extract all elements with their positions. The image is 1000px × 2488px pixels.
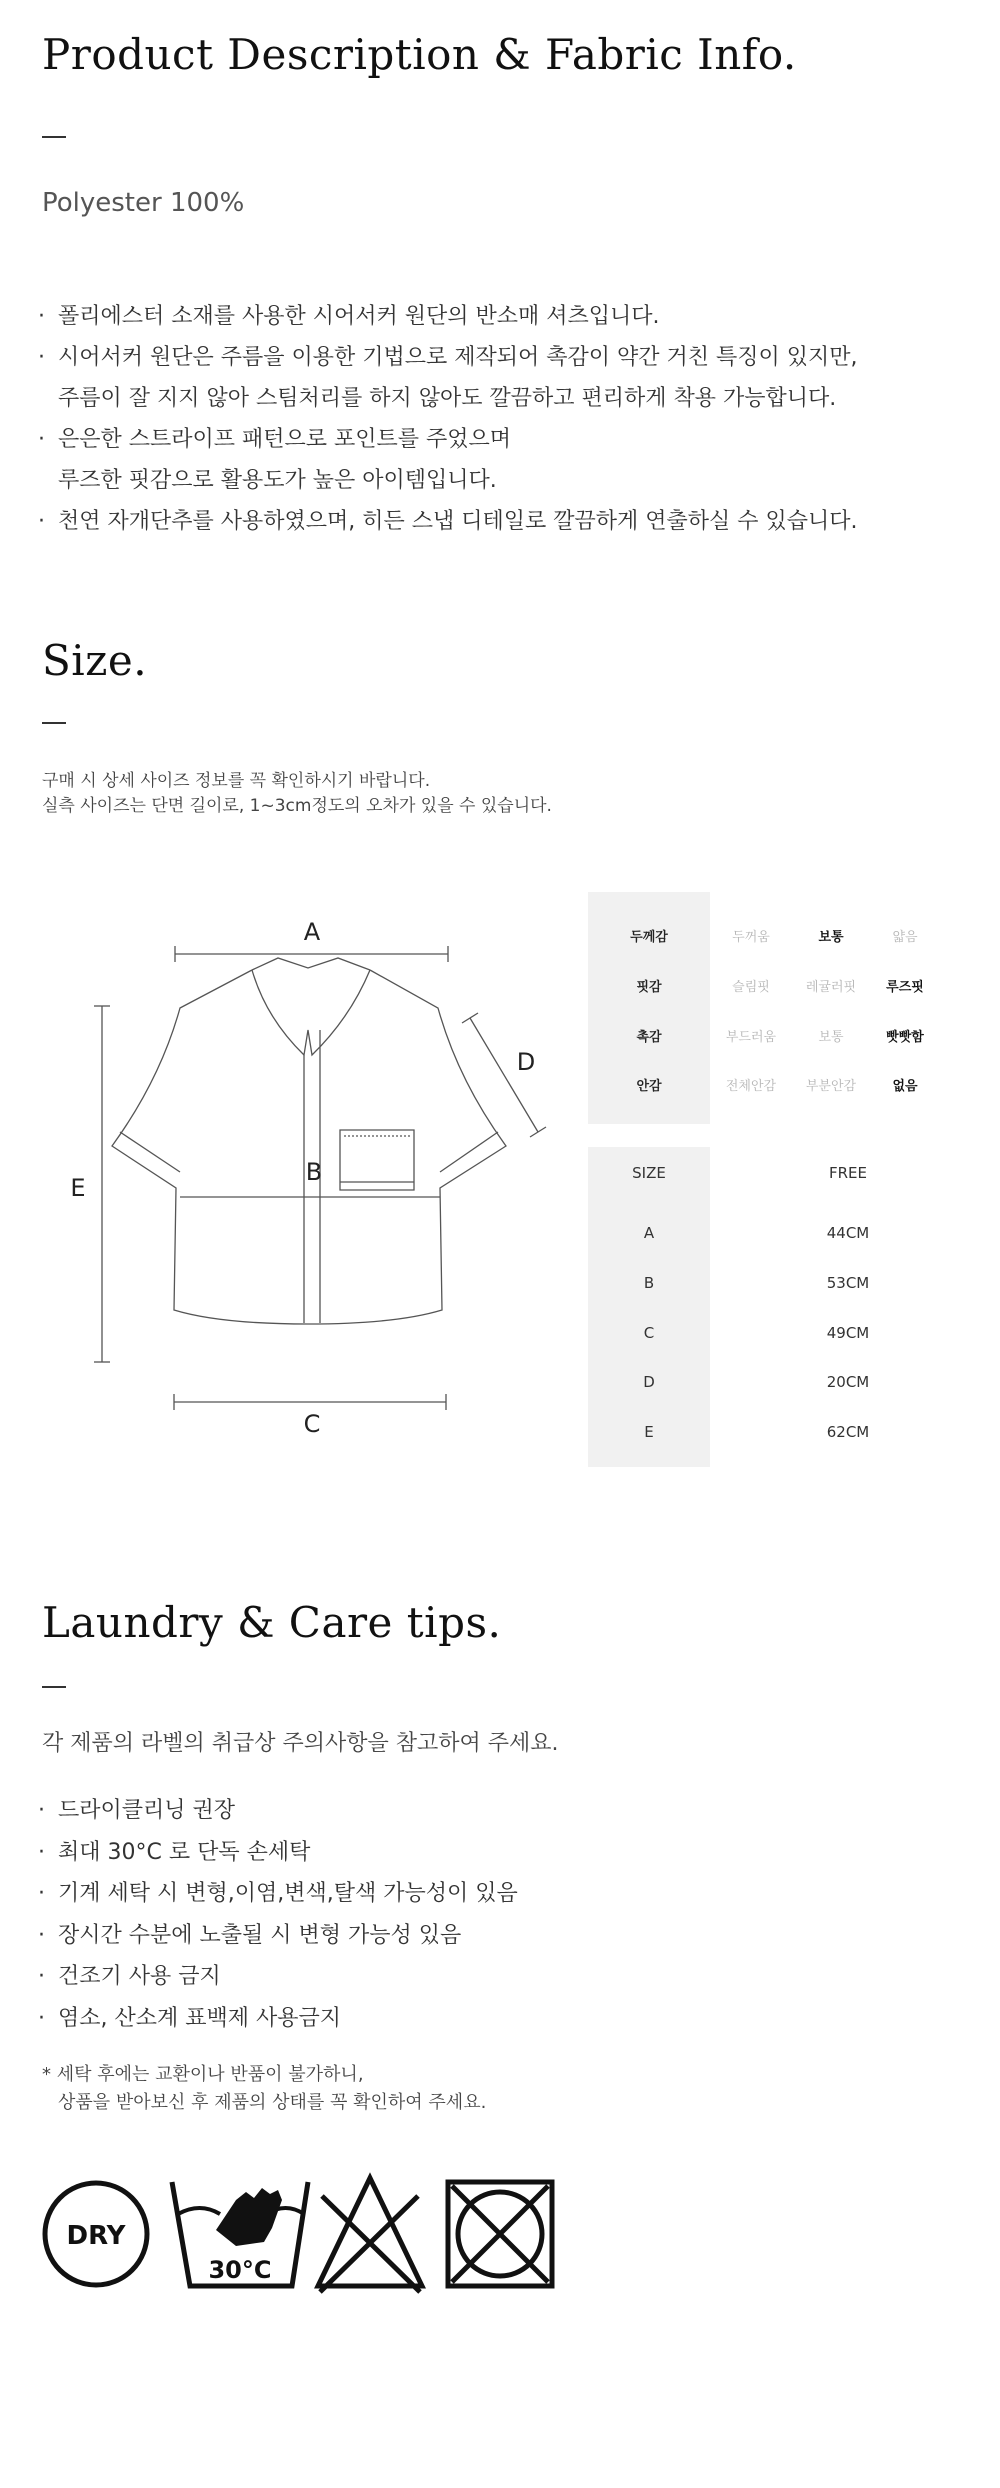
care-note-2: 상품을 받아보신 후 제품의 상태를 꼭 확인하여 주세요. <box>58 2092 487 2113</box>
measurement-row: E 62CM <box>644 1423 870 1441</box>
care-tip: · 최대 30°C 로 단독 손세탁 <box>38 1832 518 1874</box>
attribute-row-fit: 핏감 슬림핏 레귤러핏 루즈핏 <box>588 976 968 996</box>
care-intro: 각 제품의 라벨의 취급상 주의사항을 참고하여 주세요. <box>42 1731 559 1756</box>
measurement-row: C 49CM <box>643 1324 870 1342</box>
label-b: B <box>305 1158 323 1186</box>
attr-option: 부드러움 <box>725 1030 777 1045</box>
care-tip: · 건조기 사용 금지 <box>38 1956 518 1998</box>
care-tip: · 기계 세탁 시 변형,이염,변색,탈색 가능성이 있음 <box>38 1873 518 1915</box>
description-bullet: · 은은한 스트라이프 패턴으로 포인트를 주었으며 루즈한 핏감으로 활용도가 높은 아이템입니다. <box>38 419 858 501</box>
shirt-size-diagram <box>60 910 560 1450</box>
care-tip: · 염소, 산소계 표백제 사용금지 <box>38 1998 518 2040</box>
description-bullet: · 폴리에스터 소재를 사용한 시어서커 원단의 반소매 셔츠입니다. <box>38 296 858 337</box>
attribute-row-thickness: 두께감 두꺼움 보통 얇음 <box>588 926 968 946</box>
care-title: Laundry & Care tips. <box>42 1598 502 1647</box>
measurement-row: D 20CM <box>643 1373 870 1391</box>
size-notice-2: 실측 사이즈는 단면 길이로, 1~3cm정도의 오차가 있을 수 있습니다. <box>42 796 552 816</box>
fabric-info: Polyester 100% <box>42 188 245 218</box>
attr-option: 슬림핏 <box>732 980 770 995</box>
attr-option-selected: 보통 <box>818 930 844 945</box>
care-divider <box>42 1686 66 1688</box>
care-note-1: * 세탁 후에는 교환이나 반품이 불가하니, <box>42 2064 364 2085</box>
size-title: Size. <box>42 636 148 685</box>
attr-option: 부분안감 <box>805 1079 857 1094</box>
size-measurement-table <box>588 1147 968 1467</box>
attr-option: 얇음 <box>892 930 918 945</box>
size-divider <box>42 722 66 724</box>
label-e: E <box>70 1174 86 1202</box>
measurement-key-column <box>588 1147 710 1467</box>
dry-clean-icon <box>45 2183 147 2285</box>
label-d: D <box>516 1048 536 1076</box>
description-title: Product Description & Fabric Info. <box>42 30 797 79</box>
attr-option: 전체안감 <box>725 1079 777 1094</box>
attr-option-selected: 루즈핏 <box>886 980 924 995</box>
description-bullets <box>38 296 858 542</box>
description-divider <box>42 136 66 138</box>
label-a: A <box>303 918 321 946</box>
attr-option: 두꺼움 <box>732 930 770 945</box>
svg-text:DRY: DRY <box>66 2221 126 2251</box>
fabric-attribute-table <box>588 892 968 1124</box>
care-tip: · 장시간 수분에 노출될 시 변형 가능성 있음 <box>38 1915 518 1957</box>
attribute-row-lining: 안감 전체안감 부분안감 없음 <box>588 1075 968 1095</box>
size-notice-1: 구매 시 상세 사이즈 정보를 꼭 확인하시기 바랍니다. <box>42 771 431 791</box>
label-c: C <box>303 1410 321 1438</box>
care-symbols <box>40 2170 580 2300</box>
no-bleach-icon <box>318 2178 422 2292</box>
care-tip: · 드라이클리닝 권장 <box>38 1790 518 1832</box>
measurement-row: A 44CM <box>643 1224 870 1242</box>
description-bullet: · 천연 자개단추를 사용하였으며, 히든 스냅 디테일로 깔끔하게 연출하실 수 있습니다. <box>38 501 858 542</box>
attr-option-selected: 없음 <box>892 1079 918 1094</box>
no-tumble-dry-icon <box>448 2182 552 2286</box>
attr-option: 보통 <box>818 1030 844 1045</box>
description-bullet: · 시어서커 원단은 주름을 이용한 기법으로 제작되어 촉감이 약간 거친 특징이 있지만, 주름이 잘 지지 않아 스팀처리를 하지 않아도 깔끔하고 편리하게 착용 가능합니다. <box>38 337 858 419</box>
hand-wash-30-icon <box>172 2182 308 2286</box>
attribute-row-texture: 촉감 부드러움 보통 빳빳함 <box>588 1026 968 1046</box>
care-tips <box>38 1790 518 2039</box>
measurement-row: B 53CM <box>643 1274 870 1292</box>
measurement-header: SIZE FREE <box>632 1164 867 1182</box>
attr-option-selected: 빳빳함 <box>886 1030 924 1045</box>
attr-option: 레귤러핏 <box>805 980 857 995</box>
svg-text:30°C: 30°C <box>208 2256 272 2284</box>
